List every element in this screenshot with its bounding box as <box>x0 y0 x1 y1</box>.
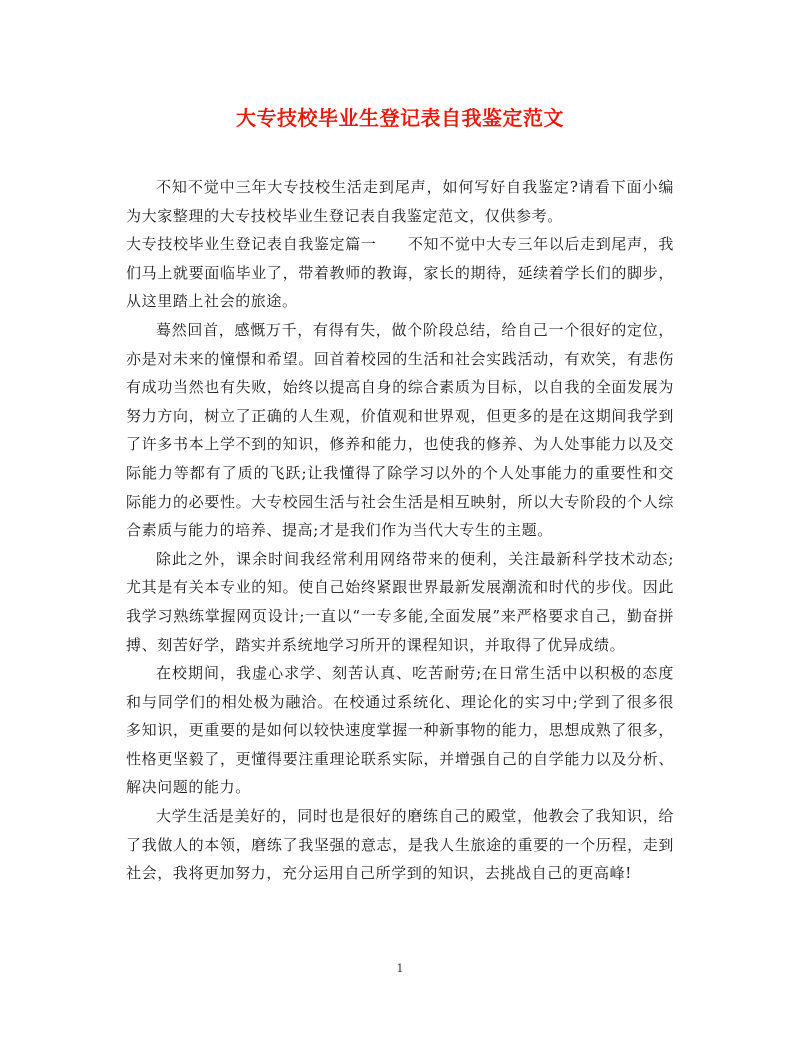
document-body <box>126 173 674 888</box>
document-title: 大专技校毕业生登记表自我鉴定范文 <box>236 106 564 130</box>
paragraph-conclusion: 大学生活是美好的，同时也是很好的磨练自己的殿堂，他教会了我知识，给了我做人的本领，磨练了我坚强的意志，是我人生旅途的重要的一个历程，走到社会，我将更加努力，充分运用自己所学到的知识，去挑战自己的更高峰! <box>126 807 674 883</box>
paragraph-section-one: 大专技校毕业生登记表自我鉴定篇一 不知不觉中大专三年以后走到尾声，我们马上就要面临毕业了，带着教师的教诲，家长的期待，延续着学长们的脚步，从这里踏上社会的旅途。 <box>126 235 674 311</box>
paragraph-intro: 不知不觉中三年大专技校生活走到尾声，如何写好自我鉴定?请看下面小编为大家整理的大专技校毕业生登记表自我鉴定范文，仅供参考。 <box>126 178 674 225</box>
paragraph-reflection: 蓦然回首，感慨万千，有得有失，做个阶段总结，给自己一个很好的定位，亦是对未来的憧憬和希望。回首着校园的生活和社会实践活动，有欢笑，有悲伤有成功当然也有失败，始终以提高自身的综合素质为目标，以自我的全面发展为努力方向，树立了正确的人生观，价值观和世界观，但更多的是在这期间我学到了许多书本上学不到的知识，修养和能力，也使我的修养、为人处事能力以及交际能力等都有了质的飞跃;让我懂得了除学习以外的个人处事能力的重要性和交际能力的必要性。大专校园生活与社会生活是相互映射，所以大专阶段的个人综合素质与能力的培养、提高;才是我们作为当代大专生的主题。 <box>126 320 674 540</box>
page-number: 1 <box>396 962 404 975</box>
paragraph-extracurricular: 除此之外，课余时间我经常利用网络带来的便利，关注最新科学技术动态;尤其是有关本专业的知。使自己始终紧跟世界最新发展潮流和时代的步伐。因此我学习熟练掌握网页设计;一直以“一专多能,全面发展”来严格要求自己，勤奋拼搏、刻苦好学，踏实并系统地学习所开的课程知识，并取得了优异成绩。 <box>126 549 674 654</box>
paragraph-school-period: 在校期间，我虚心求学、刻苦认真、吃苦耐劳;在日常生活中以积极的态度和与同学们的相处极为融洽。在校通过系统化、理论化的实习中;学到了很多很多知识，更重要的是如何以较快速度掌握一种新事物的能力，思想成熟了很多，性格更坚毅了，更懂得要注重理论联系实际，并增强自己的自学能力以及分析、解决问题的能力。 <box>126 664 674 797</box>
